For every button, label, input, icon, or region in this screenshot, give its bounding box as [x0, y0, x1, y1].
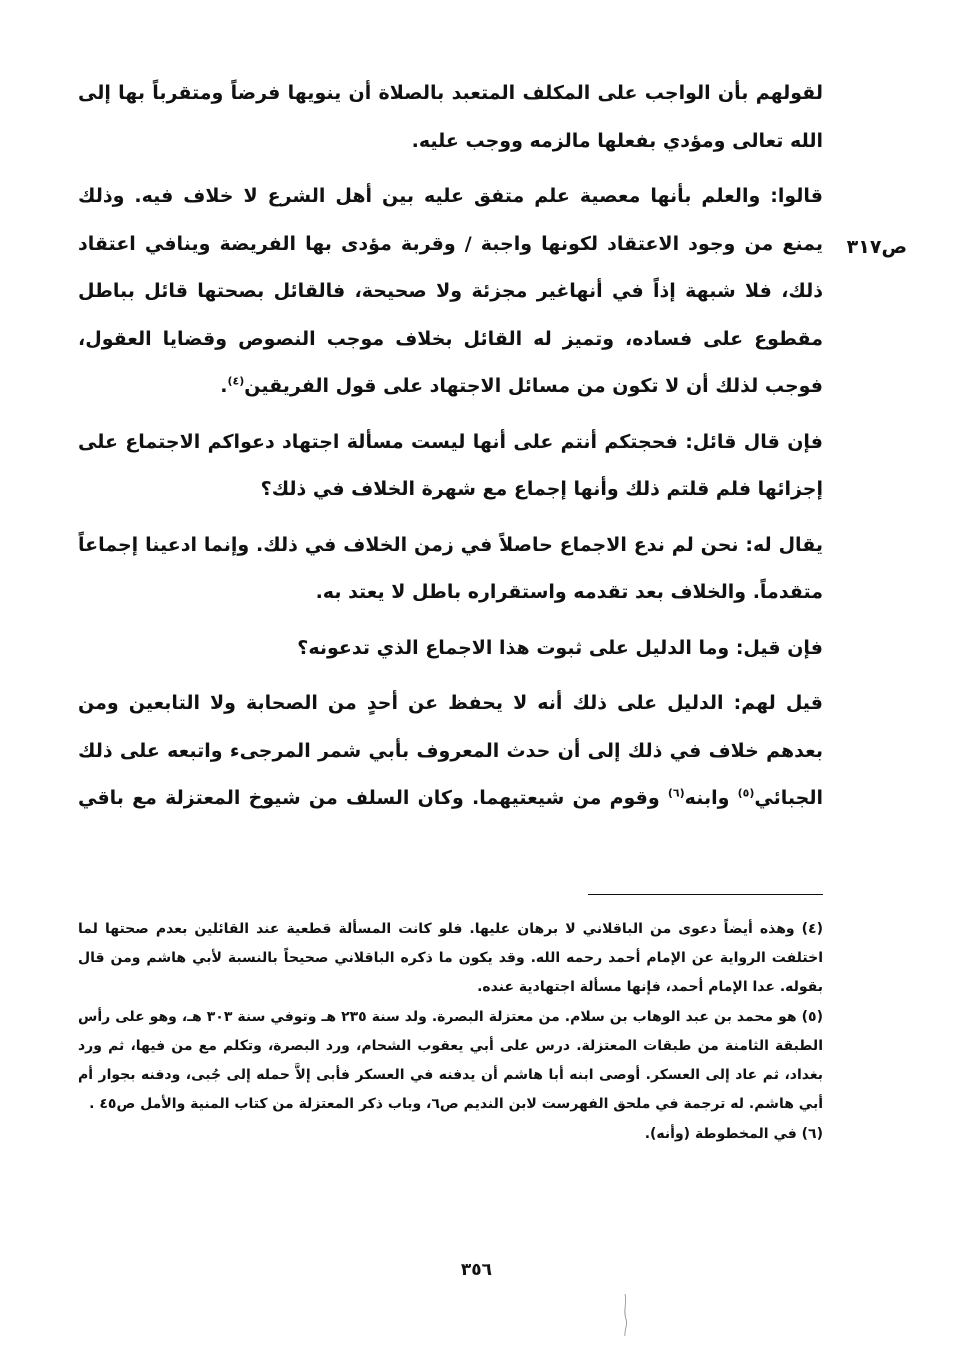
paragraph-text: قالوا: والعلم بأنها معصية علم متفق عليه بين أهل الشرع لا خلاف فيه. وذلك يمنع من وجود الاعتقاد لكونها واجبة / وقربة مؤدى بها الفريضة وينافي اعتقاد ذلك، فلا شبهة إذاً في أنهاغير مجزئة ولا صحيحة، فالقائل بصحتها قائل بباطل مقطوع على فساده، وتميز له القائل بخلاف موجب النصوص وقضايا العقول، فوجب لذلك أن لا تكون من مسائل الاجتهاد على قول الفريقين	[78, 185, 823, 397]
paragraph-end: .	[220, 375, 228, 397]
paragraph	[78, 680, 823, 823]
footnote-marker: (٦)	[667, 786, 685, 800]
footnote-divider	[588, 894, 823, 895]
margin-page-reference: ص٣١٧	[846, 236, 907, 258]
paragraph: يقال له: نحن لم ندع الاجماع حاصلاً في زمن الخلاف في ذلك. وإنما ادعينا إجماعاً متقدماً. والخلاف بعد تقدمه واستقراره باطل لا يعتد به.	[78, 533, 823, 603]
paragraph: فإن قيل: وما الدليل على ثبوت هذا الاجماع الذي تدعونه؟	[297, 636, 823, 659]
paragraph: لقولهم بأن الواجب على المكلف المتعبد بالصلاة أن ينويها فرضاً ومتقرباً بها إلى الله تعالى ومؤدي بفعلها مالزمه ووجب عليه.	[78, 82, 823, 152]
footnote: (٤) وهذه أيضاً دعوى من الباقلاني لا برهان عليها. فلو كانت المسألة قطعية عند القائلين بعدم صحتها لما اختلفت الرواية عن الإمام أحمد رحمه الله. وقد يكون ما ذكره الباقلاني صحيحاً بالنسبة لأبي هاشم ومن قال بقوله. عدا الإمام أحمد، فإنها مسألة اجتهادية عنده.	[78, 921, 823, 995]
paragraph-text: وقوم من شيعتيهما. وكان السلف من شيوخ المعتزلة مع باقي	[78, 787, 668, 809]
footnote: (٥) هو محمد بن عبد الوهاب بن سلام. من معتزلة البصرة. ولد سنة ٢٣٥ هـ وتوفي سنة ٣٠٣ هـ، وهو على رأس الطبقة الثامنة من طبقات المعتزلة. درس على أبي يعقوب الشحام، ورد البصرة، وتكلم مع من فيها، ثم ورد بغداد، ثم عاد إلى العسكر. أوصى ابنه أبا هاشم أن يدفنه في العسكر فأبى إلاَّ حمله إلى جُبى، ودفنه بجوار أم أبي هاشم. له ترجمة في ملحق الفهرست لابن النديم ص٦، وباب ذكر المعتزلة من كتاب المنية والأمل ص٤٥ .	[78, 1009, 823, 1112]
page-number: ٣٥٦	[460, 1260, 493, 1280]
footnote: (٦) في المخطوطة (وأنه).	[644, 1126, 823, 1142]
main-text	[78, 70, 823, 831]
footnote-marker: (٤)	[227, 374, 245, 388]
paragraph: فإن قال قائل: فحجتكم أنتم على أنها ليست مسألة اجتهاد دعواكم الاجتماع على إجزائها فلم قلتم ذلك وأنها إجماع مع شهرة الخلاف في ذلك؟	[78, 430, 823, 500]
paragraph-text: وابنه	[684, 787, 738, 809]
footnote-marker: (٥)	[737, 786, 755, 800]
footnotes	[78, 915, 823, 1150]
paragraph-text: قيل لهم: الدليل على ذلك أنه لا يحفظ عن أحدٍ من الصحابة ولا التابعين ومن بعدهم خلاف في ذلك إلى أن حدث المعروف بأبي شمر المرجىء واتبعه على ذلك الجبائي	[78, 692, 823, 809]
paragraph	[78, 173, 823, 411]
scan-mark-icon	[618, 1293, 632, 1337]
